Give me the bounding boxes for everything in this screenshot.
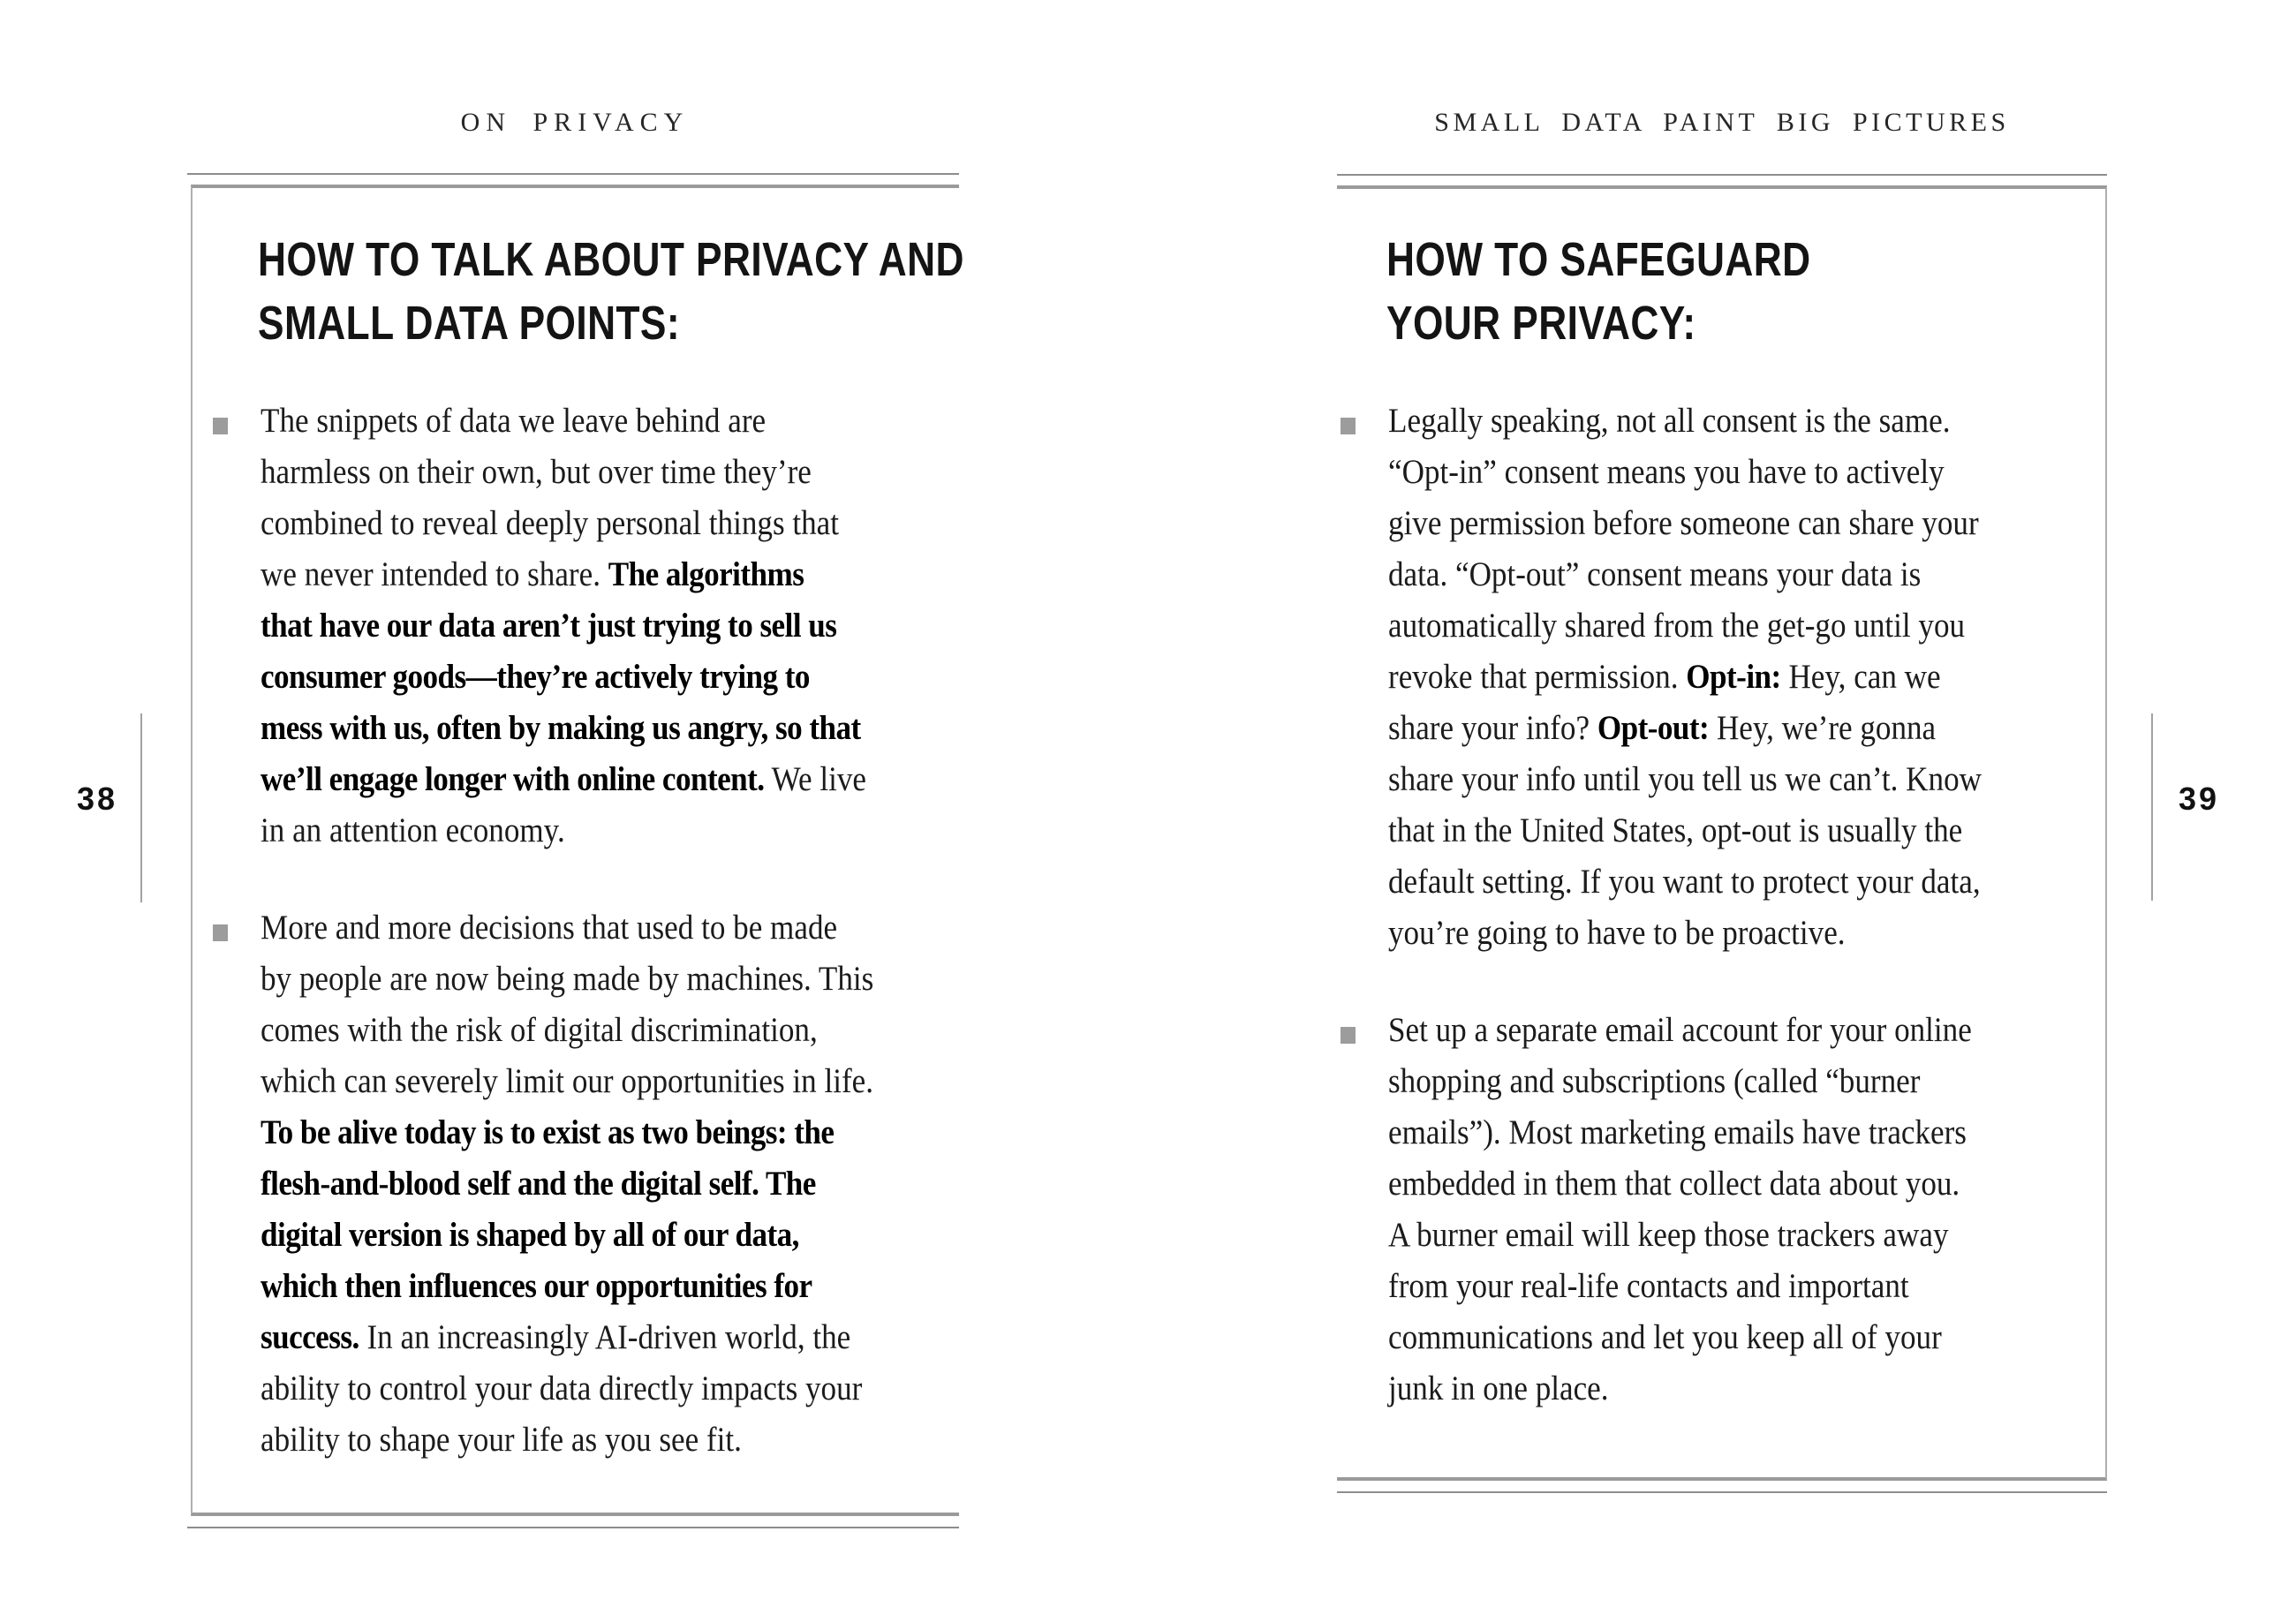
section-heading-left: [258, 228, 964, 355]
text-line: communications and let you keep all of your: [1388, 1318, 1942, 1356]
text-line: give permission before someone can share your: [1388, 504, 1979, 542]
running-head-right: SMALL DATA PAINT BIG PICTURES: [1434, 108, 2010, 137]
text-line: you’re going to have to be proactive.: [1388, 914, 1846, 952]
bottom-rule-right: [1337, 1491, 2107, 1493]
text-line: comes with the risk of digital discrimination,: [261, 1011, 818, 1049]
text-line: that have our data aren’t just trying to sell us: [261, 607, 837, 645]
text-line: share your info? Opt-out: Hey, we’re gonna: [1388, 709, 1937, 747]
text-line: consumer goods—they’re actively trying to: [261, 658, 810, 696]
text-line: which then influences our opportunities for: [261, 1267, 812, 1305]
text-line: we never intended to share. The algorithms: [261, 555, 804, 593]
text-line: success. In an increasingly AI-driven world, the: [261, 1318, 851, 1356]
text-line: combined to reveal deeply personal things that: [261, 504, 840, 542]
text-line: emails”). Most marketing emails have trackers: [1388, 1113, 1967, 1151]
text-line: embedded in them that collect data about you.: [1388, 1165, 1960, 1203]
heading-line: HOW TO TALK ABOUT PRIVACY AND: [258, 233, 964, 286]
text-line: default setting. If you want to protect your data,: [1388, 863, 1981, 901]
text-line: Set up a separate email account for your online: [1388, 1011, 1972, 1049]
running-head-left: ON PRIVACY: [460, 108, 690, 137]
heading-line: SMALL DATA POINTS:: [258, 297, 681, 350]
text-line: A burner email will keep those trackers away: [1388, 1216, 1949, 1254]
text-line: To be alive today is to exist as two beings: the: [261, 1113, 835, 1151]
bullet-item: [261, 902, 960, 1466]
text-line: digital version is shaped by all of our data,: [261, 1216, 799, 1254]
top-rule-right: [1337, 174, 2107, 176]
text-line: flesh-and-blood self and the digital self. The: [261, 1165, 816, 1203]
page-number-right: 39: [2178, 781, 2220, 817]
section-heading-right: [1386, 228, 1811, 355]
bullet-item: [1388, 396, 2088, 959]
margin-tick-right: [2151, 713, 2153, 901]
text-line: by people are now being made by machines. This: [261, 960, 874, 998]
text-line: shopping and subscriptions (called “burner: [1388, 1062, 1921, 1100]
heading-line: HOW TO SAFEGUARD: [1386, 233, 1811, 286]
text-line: More and more decisions that used to be made: [261, 909, 838, 947]
text-line: mess with us, often by making us angry, so that: [261, 709, 861, 747]
bullet-item: [261, 396, 960, 856]
bottom-rule-left: [187, 1527, 959, 1528]
text-line: from your real-life contacts and important: [1388, 1267, 1909, 1305]
page-number-left: 38: [76, 781, 118, 817]
heading-line: YOUR PRIVACY:: [1386, 297, 1696, 350]
text-line: data. “Opt-out” consent means your data is: [1388, 555, 1922, 593]
text-line: ability to shape your life as you see fit.: [261, 1421, 742, 1459]
text-line: revoke that permission. Opt-in: Hey, can we: [1388, 658, 1941, 696]
text-line: Legally speaking, not all consent is the same.: [1388, 402, 1951, 440]
text-line: that in the United States, opt-out is usually the: [1388, 811, 1963, 849]
text-line: harmless on their own, but over time they’re: [261, 453, 812, 491]
text-line: we’ll engage longer with online content. We live: [261, 760, 866, 798]
bullet-list-left: [261, 396, 960, 1466]
margin-tick-left: [140, 713, 142, 902]
text-line: The snippets of data we leave behind are: [261, 402, 767, 440]
bullet-item: [1388, 1005, 2088, 1415]
text-line: junk in one place.: [1388, 1369, 1609, 1407]
bullet-list-right: [1388, 396, 2088, 1415]
text-line: automatically shared from the get-go until you: [1388, 607, 1966, 645]
top-rule-left: [187, 173, 959, 175]
text-line: ability to control your data directly impacts your: [261, 1369, 863, 1407]
text-line: “Opt-in” consent means you have to actively: [1388, 453, 1945, 491]
text-line: which can severely limit our opportunities in life.: [261, 1062, 874, 1100]
text-line: in an attention economy.: [261, 811, 565, 849]
text-line: share your info until you tell us we can’t. Know: [1388, 760, 1982, 798]
